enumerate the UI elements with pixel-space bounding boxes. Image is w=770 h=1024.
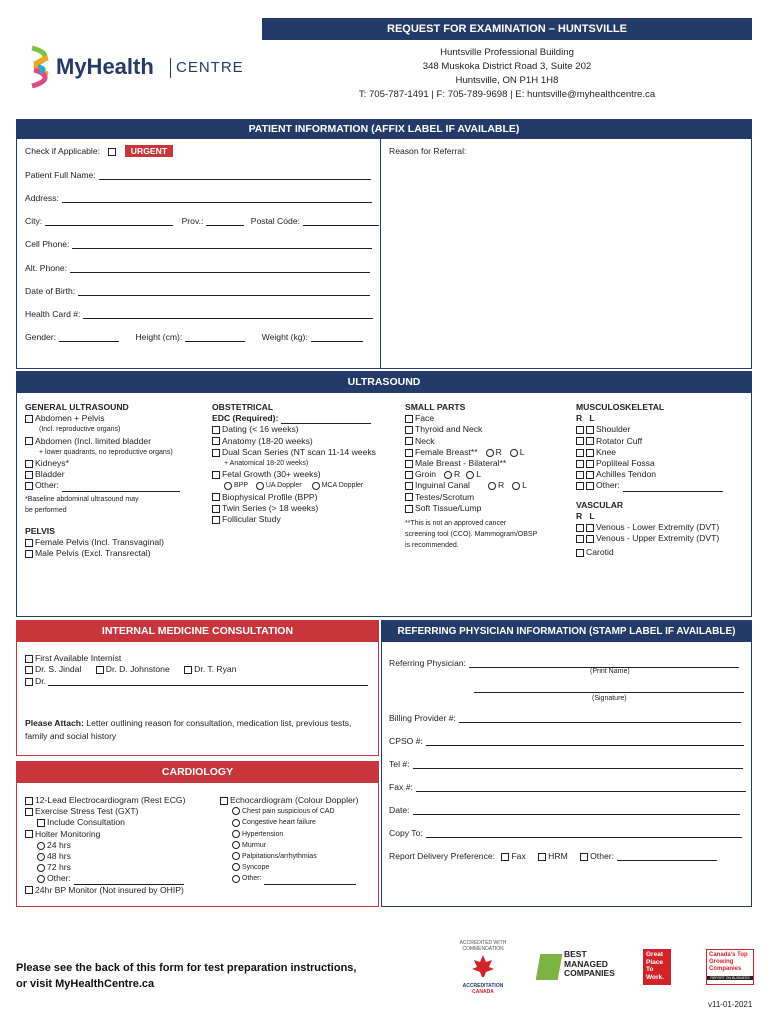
ref-physician-label: Referring Physician: [389,658,466,668]
list-item[interactable]: Other: [25,873,185,884]
logo-divider [170,58,171,78]
cpso-label: CPSO #: [389,736,423,746]
urgent-badge: URGENT [125,145,173,157]
alt-phone-label: Alt. Phone: [25,263,68,273]
delivery-hrm[interactable]: HRM [538,851,568,861]
list-item[interactable]: Twin Series (> 18 weeks) [212,503,376,514]
list-item[interactable]: Fetal Growth (30+ weeks) [212,469,376,480]
list-item[interactable]: Inguinal Canal R L [405,480,537,491]
address-field[interactable] [62,194,372,203]
delivery-fax[interactable]: Fax [501,851,525,861]
list-item[interactable]: Echocardiogram (Colour Doppler) [220,795,358,806]
date-label: Date: [389,805,410,815]
health-card-label: Health Card #: [25,309,81,319]
city-label: City: [25,216,43,226]
delivery-other-field[interactable] [617,852,717,861]
list-item[interactable]: 24 hrs [25,840,185,851]
ua-doppler-radio[interactable]: UA Doppler [256,482,302,489]
mca-doppler-radio[interactable]: MCA Doppler [312,482,364,489]
weight-label: Weight (kg): [261,332,308,342]
dr-other-checkbox[interactable] [25,678,33,686]
list-item[interactable]: Female Pelvis (Incl. Transvaginal) [25,537,180,548]
dob-field[interactable] [78,287,370,296]
gender-label: Gender: [25,332,57,342]
date-field[interactable] [413,806,740,815]
list-item[interactable]: Carotid [576,547,723,558]
gender-field[interactable] [59,333,119,342]
form-title: REQUEST FOR EXAMINATION – HUNTSVILLE [262,18,752,40]
copy-field[interactable] [426,829,742,838]
tel-field[interactable] [413,760,743,769]
dr-other-field[interactable] [48,677,368,686]
list-item[interactable]: Include Consultation [25,817,185,828]
dr-ryan-checkbox[interactable]: Dr. T. Ryan [184,664,236,674]
list-item[interactable]: Abdomen (Incl. limited bladder [25,436,180,447]
musculoskeletal: MUSCULOSKELETAL R L Shoulder Rotator Cuff Knee Popliteal Fossa Achilles Tendon Other: VASCULAR R L Venous - Lower Extremity (DVT) Venous - Upper Extremity (DVT) Carotid [576,402,723,559]
list-item[interactable]: Venous - Upper Extremity (DVT) [576,533,723,544]
list-item[interactable]: Kidneys* [25,458,180,469]
obstetrical: OBSTETRICAL EDC (Required): Dating (< 16 weeks) Anatomy (18-20 weeks) Dual Scan Series (NT scan 11-14 weeks + Anatomical 18-20 weeks) Fetal Growth (30+ weeks) BPP UA Doppler MCA Doppler Biophysical Profile (BPP) Twin Series (> 18 weeks) Follicular Study [212,402,376,525]
list-item[interactable]: Achilles Tendon [576,469,723,480]
tel-label: Tel #: [389,759,410,769]
urgent-checkbox[interactable] [108,148,116,156]
height-label: Height (cm): [135,332,183,342]
accreditation-logo: ACCREDITED WITH COMMENDATION ACCREDITATION CANADA [459,940,507,995]
billing-label: Billing Provider #: [389,713,456,723]
best-managed-logo: BEST MANAGED COMPANIES [538,950,624,984]
list-item[interactable]: Hypertension [220,829,358,840]
list-item[interactable]: Anatomy (18-20 weeks) [212,436,376,447]
patient-section-title: PATIENT INFORMATION (AFFIX LABEL IF AVAILABLE) [16,119,752,139]
top-growing-logo: Canada's Top Growing Companies REPORT ON BUSINESS [706,949,754,985]
list-item[interactable]: Congestive heart failure [220,817,358,828]
list-item[interactable]: 48 hrs [25,851,185,862]
list-item[interactable]: Face [405,413,537,424]
weight-field[interactable] [311,333,363,342]
list-item[interactable]: Male Pelvis (Excl. Transrectal) [25,548,180,559]
list-item[interactable]: Testes/Scrotum [405,492,537,503]
list-item[interactable]: Rotator Cuff [576,436,723,447]
version: v11-01-2021 [708,1000,753,1009]
ultrasound-title: ULTRASOUND [16,371,752,393]
cardio-right [220,795,358,885]
delivery-other[interactable]: Other: [580,851,614,861]
list-item[interactable]: Venous - Lower Extremity (DVT) [576,522,723,533]
ref-title: REFERRING PHYSICIAN INFORMATION (STAMP LABEL IF AVAILABLE) [381,620,752,642]
list-item[interactable]: Other: [25,480,180,491]
alt-phone-field[interactable] [70,264,370,273]
maple-leaf-icon [470,954,496,978]
logo-subtext: CENTRE [176,59,244,76]
list-item[interactable]: Thyroid and Neck [405,424,537,435]
dr-johnstone-checkbox[interactable]: Dr. D. Johnstone [96,664,170,674]
list-item[interactable]: Holter Monitoring [25,829,185,840]
delivery-label: Report Delivery Preference: [389,851,496,861]
patient-divider [380,139,381,369]
list-item[interactable]: Groin R L [405,469,537,480]
list-item[interactable]: 72 hrs [25,862,185,873]
im-title: INTERNAL MEDICINE CONSULTATION [16,620,379,642]
health-card-field[interactable] [83,310,373,319]
city-field[interactable] [45,217,173,226]
list-item[interactable]: Male Breast - Bilateral** [405,458,537,469]
list-item[interactable]: Bladder [25,469,180,480]
list-item[interactable]: Knee [576,447,723,458]
small-parts: SMALL PARTS Face Thyroid and Neck Neck Female Breast** R L Male Breast - Bilateral** Groin R L Inguinal Canal R L Testes/Scrotum Soft Tissue/Lump **This is not an approved cancer screening tool (CCO). Mammogram/OBSP is recommended. [405,402,538,550]
address-label: Address: [25,193,59,203]
cardio-left [25,795,185,896]
bpp-radio[interactable]: BPP [224,482,248,489]
list-item[interactable]: Chest pain suspicious of CAD [220,806,358,817]
dr-jindal-checkbox[interactable]: Dr. S. Jindal [25,664,81,674]
dob-label: Date of Birth: [25,286,76,296]
cpso-field[interactable] [426,737,744,746]
list-item[interactable]: Syncope [220,862,358,873]
list-item[interactable]: Biophysical Profile (BPP) [212,492,376,503]
attach-note: Please Attach: Letter outlining reason for consultation, medication list, previous tests, [25,718,352,728]
list-item[interactable]: Murmur [220,840,358,851]
billing-field[interactable] [459,714,741,723]
list-item[interactable]: Palpitations/arrhythmias [220,851,358,862]
list-item[interactable]: Popliteal Fossa [576,458,723,469]
list-item[interactable]: Soft Tissue/Lump [405,503,537,514]
edc-field[interactable] [281,415,371,424]
list-item[interactable]: Shoulder [576,424,723,435]
logo-helix-icon [28,44,54,88]
urgent-row: Check if Applicable: URGENT [25,146,173,156]
signature-field[interactable] [474,692,744,693]
general-ultrasound: GENERAL ULTRASOUND Abdomen + Pelvis (Incl. reproductive organs) Abdomen (Incl. limited bladder + lower quadrants, no reproductive organs) Kidneys* Bladder Other: *Baseline abdominal ultrasound may be performed PELVIS Female Pelvis (Incl. Transvaginal) Male Pelvis (Excl. Transrectal) [25,402,180,560]
postal-field[interactable] [303,217,379,226]
list-item[interactable]: Dual Scan Series (NT scan 11-14 weeks [212,447,376,458]
logo [28,44,248,90]
copy-label: Copy To: [389,828,423,838]
clinic-address: Huntsville Professional Building 348 Muskoka District Road 3, Suite 202 Huntsville, ON P1H 1H8 T: 705-787-1491 | F: 705-789-9698 | E: huntsville@myhealthcentre.ca [262,46,752,102]
prov-label: Prov.: [181,216,204,226]
ref-physician-field[interactable] [469,659,739,668]
list-item[interactable]: Other: [576,480,723,491]
logo-text: MyHealth [56,54,154,79]
list-item[interactable]: Abdomen + Pelvis [25,413,180,424]
prov-field[interactable] [206,217,244,226]
list-item[interactable]: Other: [220,873,358,884]
list-item[interactable]: 24hr BP Monitor (Not insured by OHIP) [25,885,185,896]
postal-label: Postal Code: [250,216,300,226]
list-item[interactable]: Dating (< 16 weeks) [212,424,376,435]
patient-name-field[interactable] [99,171,371,180]
great-place-logo: Great Place To Work. [643,949,671,985]
list-item[interactable]: Female Breast** R L [405,447,537,458]
first-available[interactable]: First Available Internist [25,653,121,663]
patient-name-label: Patient Full Name: [25,170,96,180]
cell-label: Cell Phone: [25,239,70,249]
height-field[interactable] [185,333,245,342]
list-item[interactable]: Follicular Study [212,514,376,525]
list-item[interactable]: Neck [405,436,537,447]
fax-label: Fax #: [389,782,413,792]
fax-field[interactable] [416,783,746,792]
cell-field[interactable] [72,240,372,249]
clinic-contact: T: 705-787-1491 | F: 705-789-9698 | E: huntsville@myhealthcentre.ca [358,89,656,100]
cardio-title: CARDIOLOGY [16,761,379,783]
list-item[interactable]: 12-Lead Electrocardiogram (Rest ECG) [25,795,185,806]
reason-label: Reason for Referral: [389,146,467,156]
list-item[interactable]: Exercise Stress Test (GXT) [25,806,185,817]
footer-note: Please see the back of this form for test preparation instructions, or visit MyHealthCentre.ca [16,962,357,990]
